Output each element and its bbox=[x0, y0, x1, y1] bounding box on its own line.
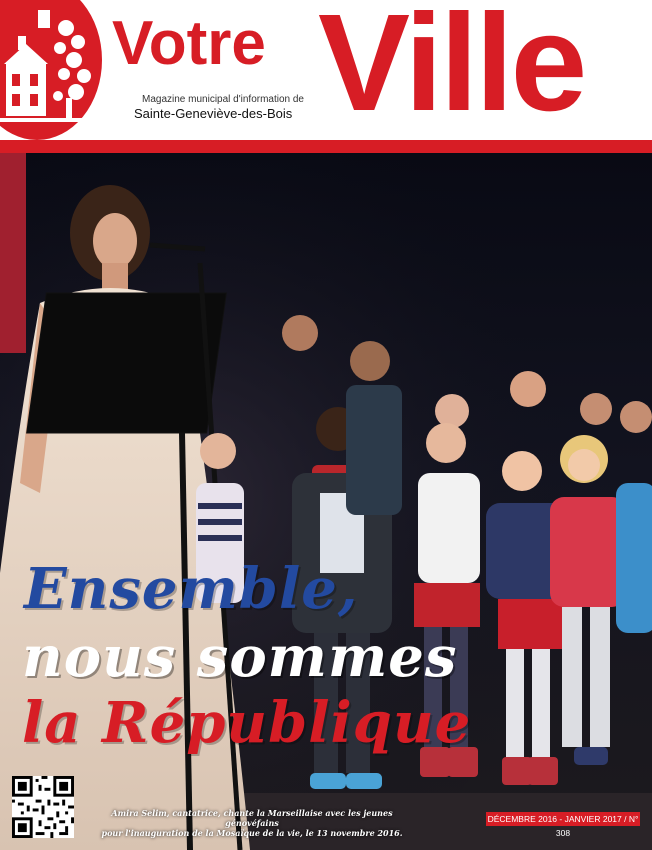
masthead-rule bbox=[0, 140, 652, 153]
photo-caption bbox=[92, 808, 412, 838]
magazine-title-votre: Votre bbox=[112, 9, 266, 78]
headline-line-1: Ensemble, bbox=[24, 556, 359, 622]
magazine-title-ville: Ville bbox=[318, 0, 585, 140]
magazine-subtitle: Magazine municipal d'information de bbox=[142, 94, 304, 105]
headline-line-3: la République bbox=[22, 690, 472, 756]
caption-line-2: pour l'inauguration de la Mosaïque de la vie, le 13 novembre 2016. bbox=[101, 828, 403, 838]
issue-badge: DÉCEMBRE 2016 - JANVIER 2017 / N° 308 bbox=[487, 814, 639, 838]
qr-code-icon[interactable] bbox=[12, 776, 74, 838]
town-emblem-icon bbox=[0, 0, 110, 140]
masthead bbox=[0, 0, 652, 142]
concert-scene-image bbox=[0, 153, 652, 850]
caption-line-1: Amira Selim, cantatrice, chante la Marseillaise avec les jeunes génovéfains bbox=[111, 808, 393, 828]
headline-line-2: nous sommes bbox=[22, 624, 458, 690]
cover-photo bbox=[0, 153, 652, 850]
town-name: Sainte-Geneviève-des-Bois bbox=[134, 106, 293, 121]
